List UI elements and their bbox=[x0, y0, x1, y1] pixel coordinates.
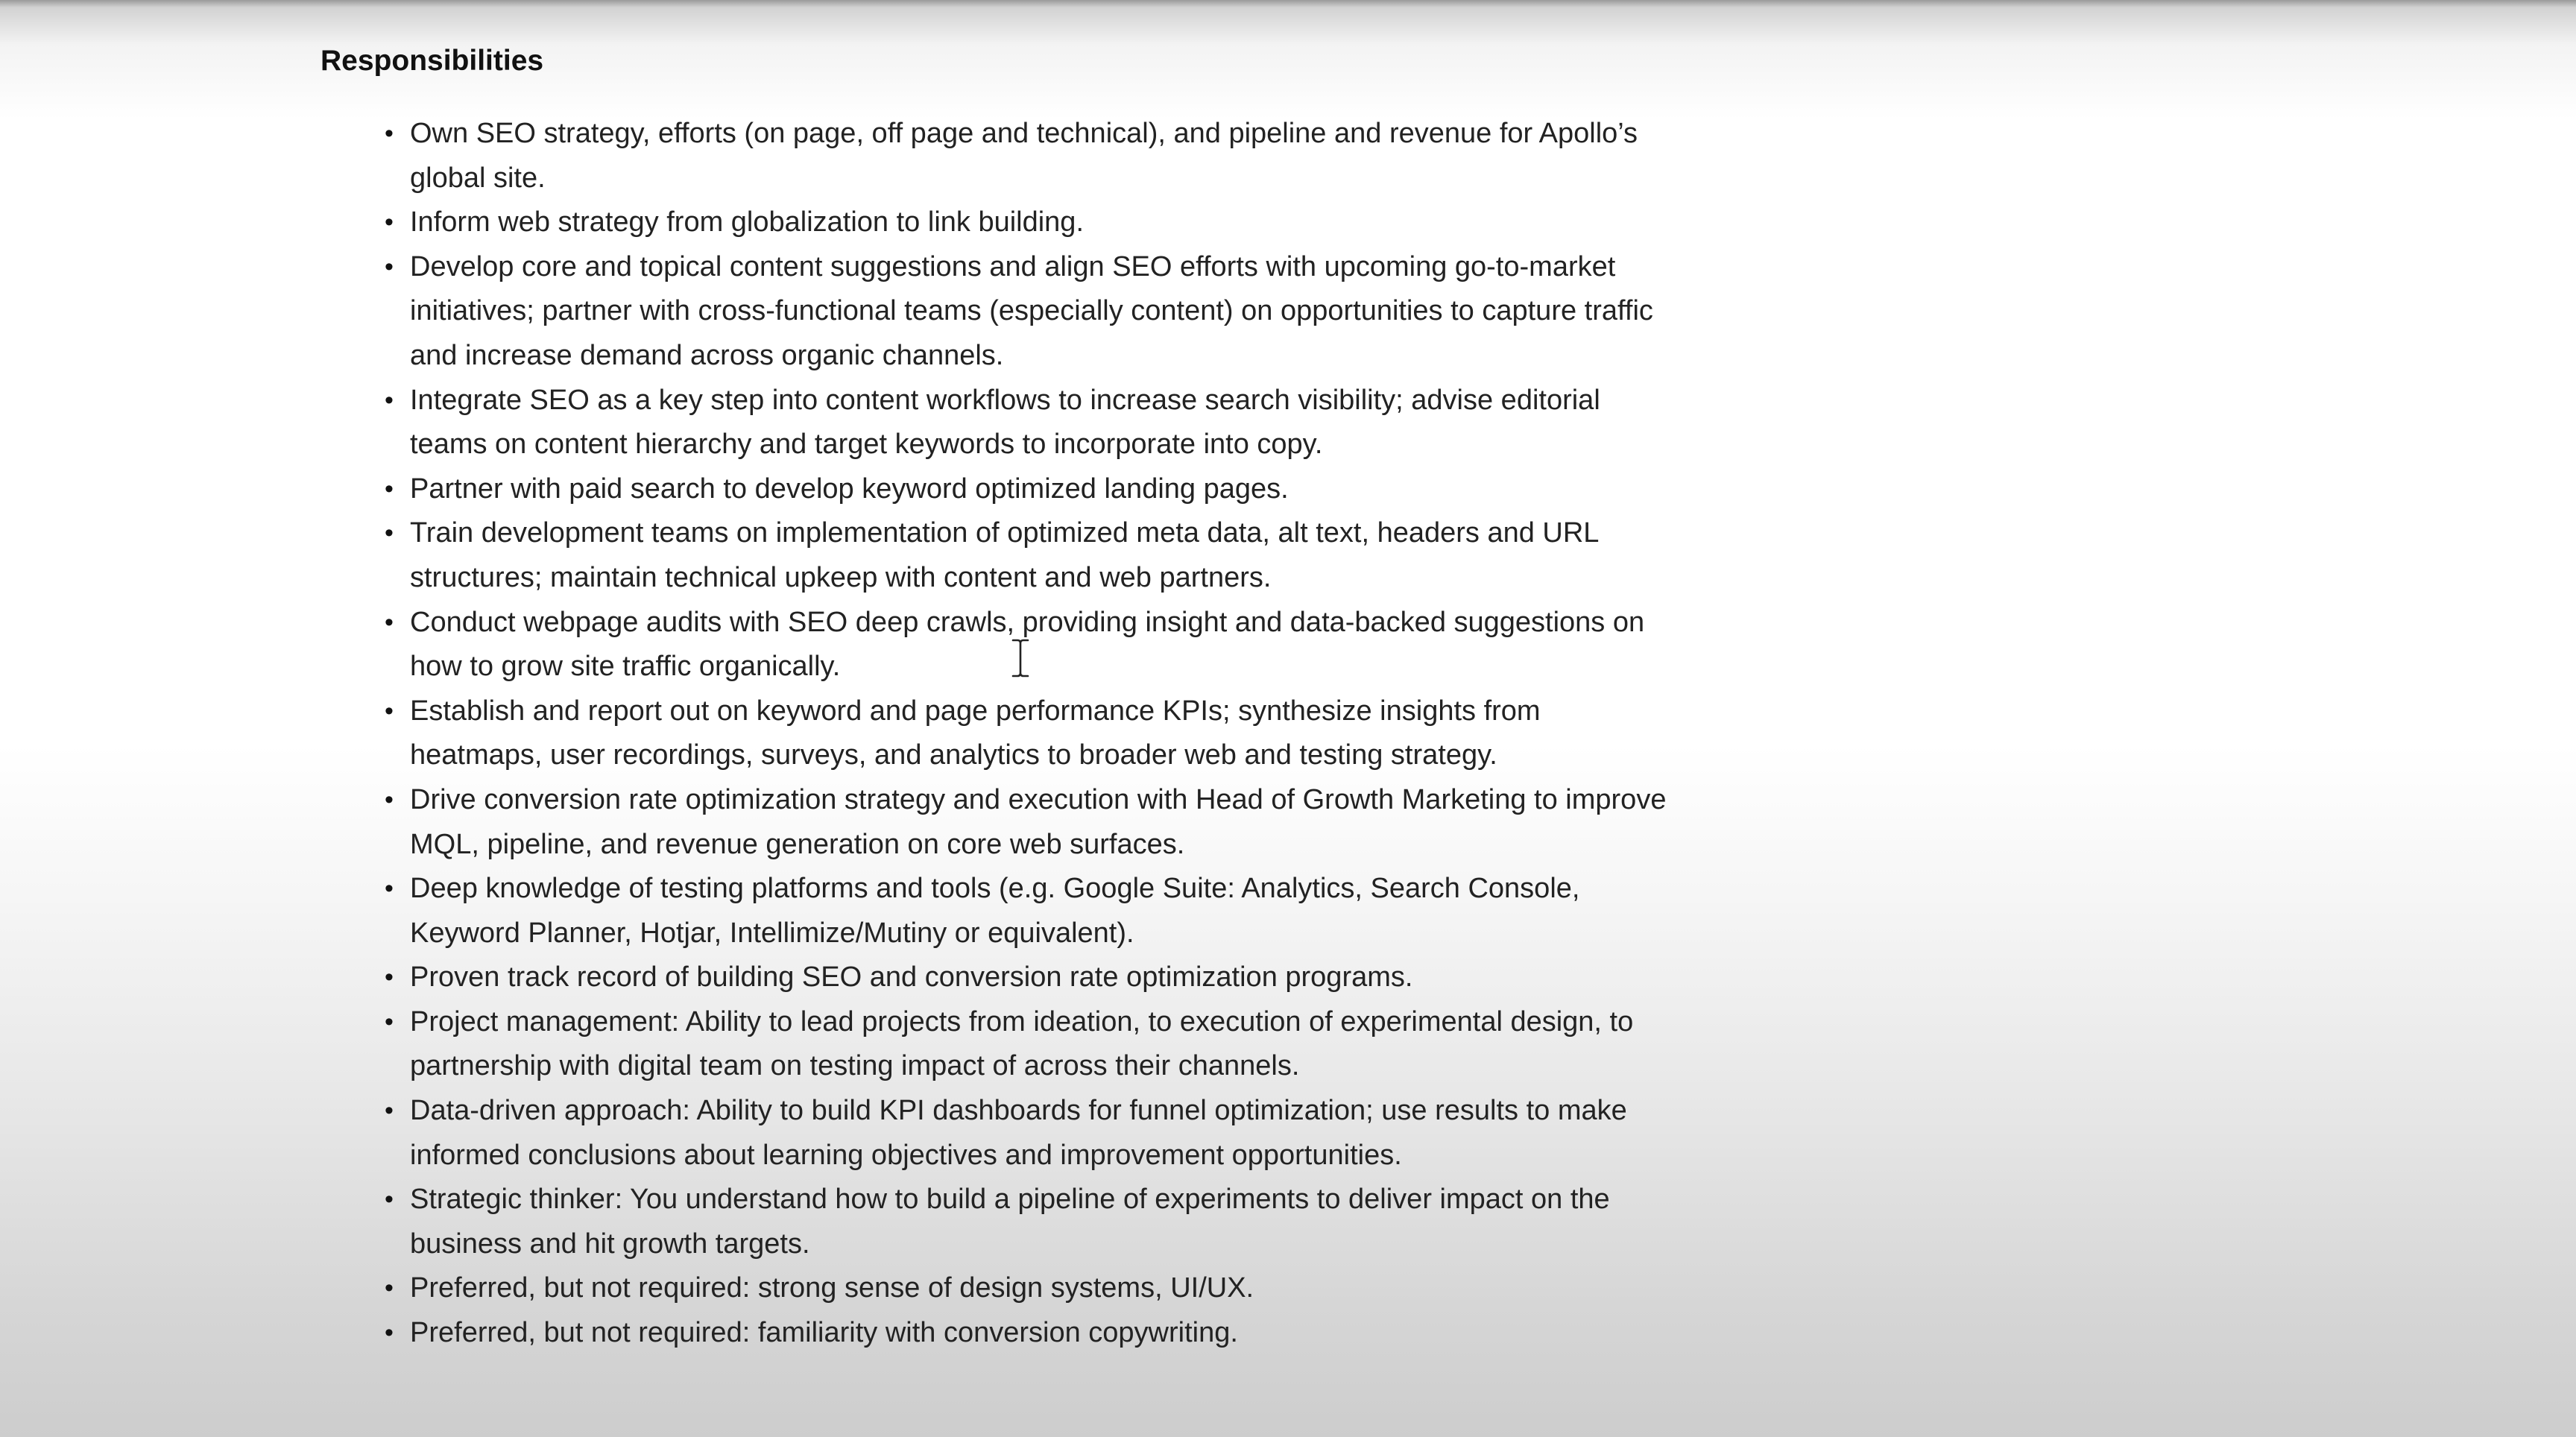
list-item-text: Develop core and topical content suggestions and align SEO efforts with upcoming go-to-market initiatives; partner with cross-functional teams (especially content) on opportunities to capture traffic and increase demand across organic channels. bbox=[410, 250, 1653, 371]
list-item bbox=[385, 112, 1677, 200]
list-item-text: Establish and report out on keyword and page performance KPIs; synthesize insights from heatmaps, user recordings, surveys, and analytics to broader web and testing strategy. bbox=[410, 695, 1541, 771]
list-item-text: Train development teams on implementation of optimized meta data, alt text, headers and URL structures; maintain technical upkeep with content and web partners. bbox=[410, 517, 1599, 593]
list-item bbox=[385, 1266, 1677, 1311]
list-item-text: Preferred, but not required: familiarity with conversion copywriting. bbox=[410, 1317, 1238, 1349]
list-item-text: Inform web strategy from globalization to link building. bbox=[410, 206, 1085, 239]
list-item bbox=[385, 511, 1677, 600]
list-item-text: Deep knowledge of testing platforms and tools (e.g. Google Suite: Analytics, Search Console, Keyword Planner, Hotjar, Intellimize/Mutiny or equivalent). bbox=[410, 873, 1580, 949]
bullet-icon: • bbox=[385, 252, 394, 281]
list-item-text: Integrate SEO as a key step into content workflows to increase search visibility; advise editorial teams on content hierarchy and target keywords to incorporate into copy. bbox=[410, 384, 1600, 461]
bullet-icon: • bbox=[385, 785, 394, 814]
bullet-icon: • bbox=[385, 874, 394, 903]
bullet-icon: • bbox=[385, 963, 394, 992]
text-cursor-icon bbox=[1010, 638, 1031, 678]
list-item-text: Own SEO strategy, efforts (on page, off page and technical), and pipeline and revenue for Apollo’s global site. bbox=[410, 118, 1638, 194]
bullet-icon: • bbox=[385, 519, 394, 548]
list-item bbox=[385, 867, 1677, 956]
list-item bbox=[385, 245, 1677, 379]
bullet-icon: • bbox=[385, 607, 394, 637]
list-item bbox=[385, 778, 1677, 867]
bullet-icon: • bbox=[385, 1096, 394, 1125]
list-item bbox=[385, 601, 1677, 689]
bullet-icon: • bbox=[385, 474, 394, 503]
list-item-text: Partner with paid search to develop keyword optimized landing pages. bbox=[410, 473, 1289, 505]
list-item bbox=[385, 956, 1677, 1000]
list-item-text: Preferred, but not required: strong sense of design systems, UI/UX. bbox=[410, 1272, 1254, 1304]
responsibilities-list bbox=[321, 112, 1677, 1356]
list-item bbox=[385, 1311, 1677, 1356]
list-item bbox=[385, 200, 1677, 245]
section-title: Responsibilities bbox=[321, 45, 544, 77]
list-item-text: Conduct webpage audits with SEO deep crawls, providing insight and data-backed suggestions on how to grow site traffic organically. bbox=[410, 606, 1645, 683]
bullet-icon: • bbox=[385, 1274, 394, 1303]
list-item bbox=[385, 467, 1677, 512]
list-item bbox=[385, 379, 1677, 467]
job-description-section bbox=[321, 43, 1677, 1356]
list-item-text: Drive conversion rate optimization strategy and execution with Head of Growth Marketing to improve MQL, pipeline, and revenue generation on core web surfaces. bbox=[410, 783, 1667, 860]
list-item bbox=[385, 689, 1677, 778]
list-item bbox=[385, 1000, 1677, 1089]
bullet-icon: • bbox=[385, 385, 394, 414]
bullet-icon: • bbox=[385, 1185, 394, 1214]
bullet-icon: • bbox=[385, 1007, 394, 1036]
bullet-icon: • bbox=[385, 1318, 394, 1348]
list-item bbox=[385, 1178, 1677, 1266]
list-item bbox=[385, 1089, 1677, 1178]
list-item-text: Data-driven approach: Ability to build KPI dashboards for funnel optimization; use results to make informed conclusions about learning objectives and improvement opportunities. bbox=[410, 1095, 1627, 1171]
list-item-text: Project management: Ability to lead projects from ideation, to execution of experimental design, to partnership with digital team on testing impact of across their channels. bbox=[410, 1005, 1634, 1082]
list-item-text: Strategic thinker: You understand how to build a pipeline of experiments to deliver impact on the business and hit growth targets. bbox=[410, 1184, 1610, 1260]
list-item-text: Proven track record of building SEO and conversion rate optimization programs. bbox=[410, 961, 1413, 994]
bullet-icon: • bbox=[385, 119, 394, 148]
bullet-icon: • bbox=[385, 696, 394, 725]
bullet-icon: • bbox=[385, 208, 394, 237]
